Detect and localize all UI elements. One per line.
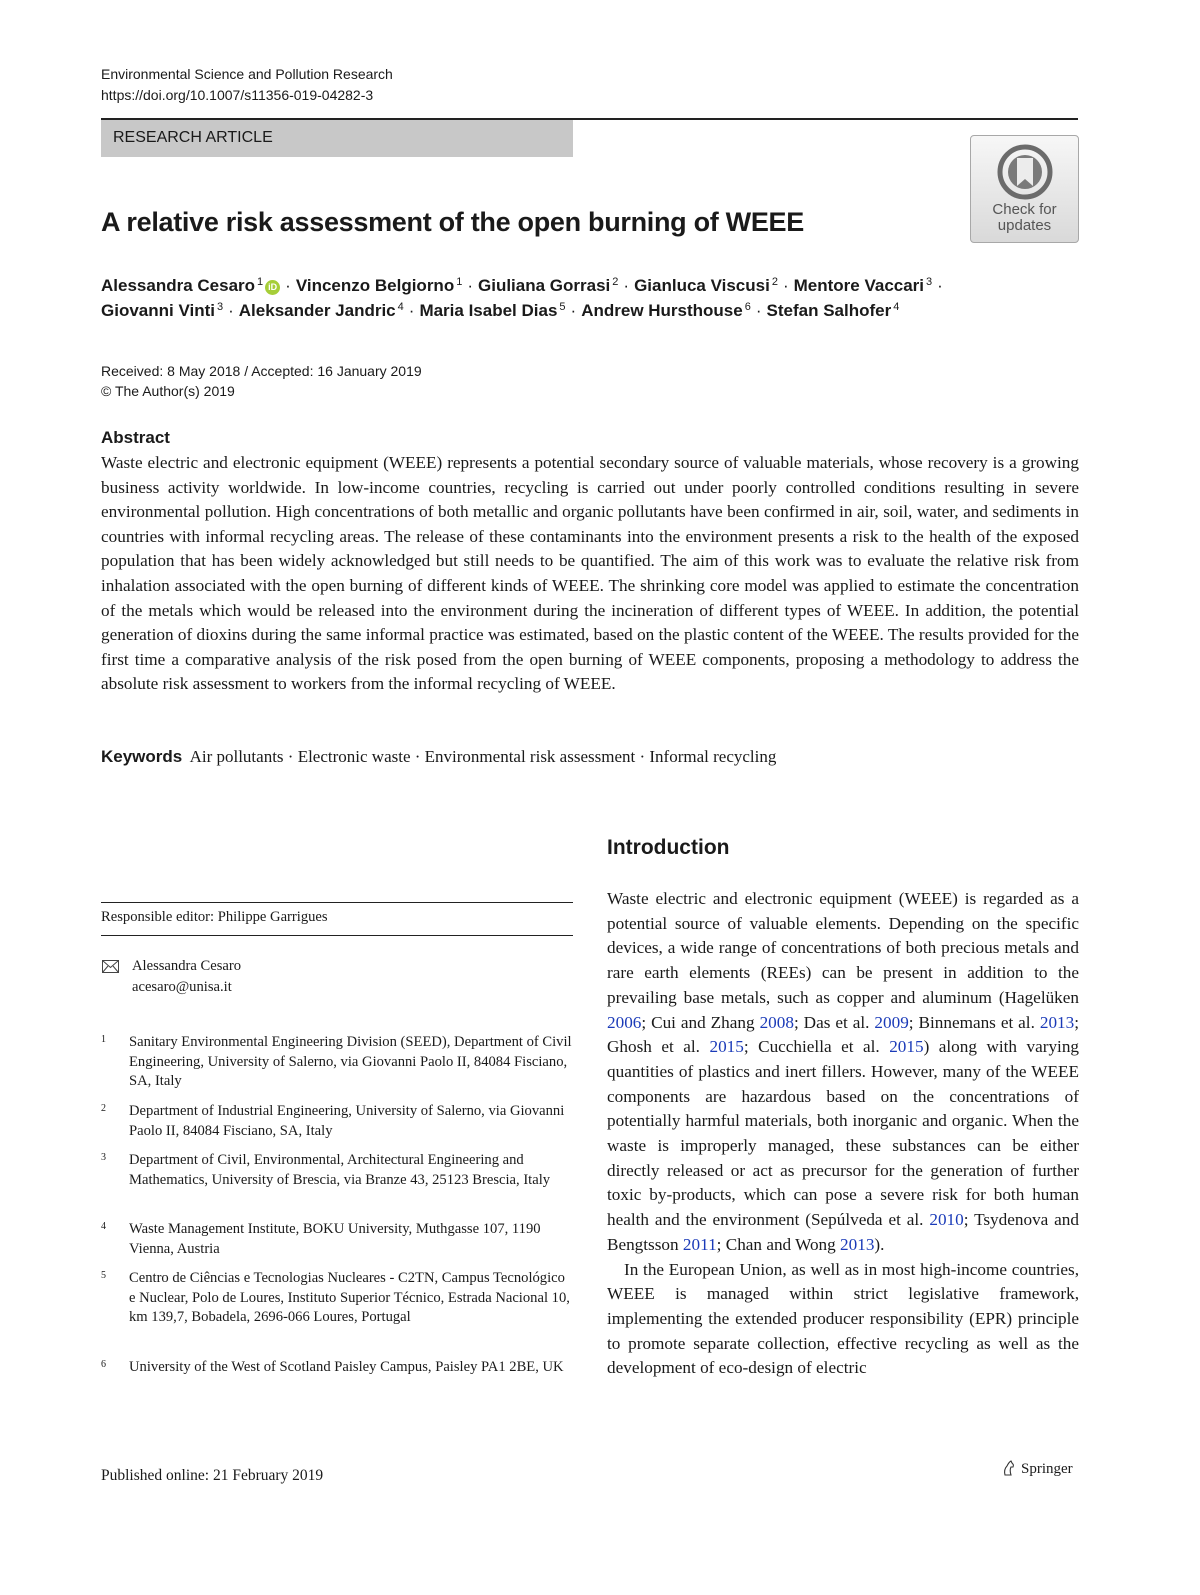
publisher-name: Springer xyxy=(1021,1461,1073,1477)
keywords xyxy=(101,747,776,767)
affiliation-number: 1 xyxy=(101,1034,106,1045)
received-accepted: Received: 8 May 2018 / Accepted: 16 January 2019 xyxy=(101,363,422,379)
check-for-updates-button[interactable] xyxy=(970,135,1079,243)
affiliation-number: 3 xyxy=(101,1152,106,1163)
author-name[interactable]: Andrew Hursthouse xyxy=(581,301,743,320)
citation-link[interactable]: 2010 xyxy=(929,1210,964,1230)
affiliation-item xyxy=(101,1151,573,1190)
footnote-rule xyxy=(101,935,573,936)
introduction-heading: Introduction xyxy=(607,836,730,859)
author-name[interactable]: Stefan Salhofer xyxy=(766,301,892,320)
affiliation-marker: 5 xyxy=(559,301,566,313)
affiliation-item xyxy=(101,1102,573,1141)
author-name[interactable]: Giuliana Gorrasi xyxy=(478,276,611,295)
citation-link[interactable]: 2013 xyxy=(840,1234,875,1254)
citation-link[interactable]: 2013 xyxy=(1039,1012,1075,1032)
corresponding-author xyxy=(132,956,241,998)
article-type-band xyxy=(101,120,573,157)
keywords-label: Keywords xyxy=(101,747,183,766)
affiliation-marker: 4 xyxy=(893,301,900,313)
author-list-line-2: Giovanni Vinti $^3$ · Aleksander Jandric $^4$ · Maria Isabel Dias $^5$ · Andrew Hursthouse $^6$ · Stefan Salhofer $^4$ xyxy=(101,301,900,320)
author-name[interactable]: Vincenzo Belgiorno xyxy=(295,276,455,295)
introduction-text xyxy=(607,887,1079,1381)
affiliation-marker: 2 xyxy=(771,276,778,288)
article-dates xyxy=(101,361,422,401)
author-name[interactable]: Mentore Vaccari xyxy=(793,276,925,295)
footnote-rule xyxy=(101,902,573,903)
article-type: RESEARCH ARTICLE xyxy=(113,129,273,146)
affiliation-text: Department of Industrial Engineering, University of Salerno, via Giovanni Paolo II, 84084 Fisciano, SA, Italy xyxy=(129,1103,565,1139)
citation-link[interactable]: 2015 xyxy=(889,1037,924,1057)
affiliation-text: Department of Civil, Environmental, Architectural Engineering and Mathematics, University of Brescia, via Branze 43, 25123 Brescia, Italy xyxy=(129,1152,551,1188)
affiliation-marker: 1 xyxy=(456,276,463,288)
author-name[interactable]: Gianluca Viscusi xyxy=(634,276,770,295)
bookmark-ribbon-icon xyxy=(997,144,1053,200)
affiliation-marker: 2 xyxy=(612,276,619,288)
affiliation-marker: 3 xyxy=(216,301,224,313)
introduction-paragraph: In the European Union, as well as in most high-income countries, WEEE is managed within strict legislative framework, implementing the extended producer responsibility (EPR) principle to promote separate collection, effective recycling as well as the development of eco-design of electric xyxy=(607,1259,1079,1378)
affiliation-number: 6 xyxy=(101,1359,106,1370)
affiliation-marker: 3 xyxy=(926,276,933,288)
affiliation-item xyxy=(101,1033,573,1092)
affiliation-marker: 4 xyxy=(397,301,404,313)
citation-link[interactable]: 2015 xyxy=(709,1037,744,1057)
author-name[interactable]: Aleksander Jandric xyxy=(238,301,396,320)
journal-header xyxy=(101,64,393,106)
affiliation-text: Centro de Ciências e Tecnologias Nucleares - C2TN, Campus Tecnológico e Nuclear, Polo de Loures, Instituto Superior Técnico, Estrada Nacional 10, km 139,7, Bobadela, 2696-066 Loures, Portugal xyxy=(129,1270,570,1326)
publisher-logo xyxy=(1001,1460,1073,1478)
affiliation-item xyxy=(101,1269,573,1328)
envelope-icon xyxy=(102,960,119,973)
citation-link[interactable]: 2011 xyxy=(682,1234,717,1254)
corresponding-name: Alessandra Cesaro xyxy=(132,958,242,974)
doi-link[interactable]: https://doi.org/10.1007/s11356-019-04282-3 xyxy=(101,87,374,103)
affiliation-marker: 6 xyxy=(744,301,751,313)
affiliation-text: Sanitary Environmental Engineering Division (SEED), Department of Civil Engineering, University of Salerno, via Giovanni Paolo II, 84084 Fisciano, SA, Italy xyxy=(129,1034,572,1090)
published-online: Published online: 21 February 2019 xyxy=(101,1467,324,1484)
citation-link[interactable]: 2006 xyxy=(607,1012,642,1032)
responsible-editor: Responsible editor: Philippe Garrigues xyxy=(101,909,328,925)
springer-horse-icon xyxy=(1001,1460,1017,1476)
affiliation-item xyxy=(101,1220,573,1259)
corresponding-email[interactable]: acesaro@unisa.it xyxy=(132,979,232,995)
abstract-text: Waste electric and electronic equipment (WEEE) represents a potential secondary source of valuable materials, whose recovery is a growing business activity worldwide. In low-income countries, recycling is carried out under poorly controlled conditions resulting in severe environmental pollution. High concentrations of both metallic and organic pollutants have been confirmed in air, soil, water, and sediments in countries with informal recycling areas. The release of these contaminants into the environment presents a risk to the health of the exposed population that has been widely acknowledged but still needs to be quantified. The aim of this work was to evaluate the relative risk from inhalation associated with the open burning of different kinds of WEEE. The shrinking core model was applied to estimate the concentration of the metals which would be released into the environment during the incineration of different types of WEEE. In addition, the potential generation of dioxins during the same informal practice was estimated, based on the plastic content of the WEEE. The results provided for the first time a comparative analysis of the risk posed from the open burning of WEEE components, proposing a methodology to address the absolute risk assessment to workers from the informal recycling of WEEE. xyxy=(101,453,1079,694)
affiliation-item xyxy=(101,1358,573,1378)
affiliation-number: 2 xyxy=(101,1103,106,1114)
copyright: © The Author(s) 2019 xyxy=(101,383,235,399)
author-name[interactable]: Giovanni Vinti xyxy=(101,301,215,320)
affiliation-number: 5 xyxy=(101,1270,106,1281)
author-name[interactable]: Maria Isabel Dias xyxy=(419,301,558,320)
affiliation-marker: 1 xyxy=(257,276,264,288)
citation-link[interactable]: 2009 xyxy=(874,1012,909,1032)
author-list-line-1: Alessandra Cesaro $^1$ iD · Vincenzo Belgiorno $^1$ · Giuliana Gorrasi $^2$ · Gianluca Viscusi $^2$ · Mentore Vaccari $^3$ · xyxy=(101,276,943,295)
affiliation-text: Waste Management Institute, BOKU University, Muthgasse 107, 1190 Vienna, Austria xyxy=(129,1221,541,1257)
citation-link[interactable]: 2008 xyxy=(759,1012,794,1032)
affiliation-text: University of the West of Scotland Paisley Campus, Paisley PA1 2BE, UK xyxy=(129,1359,564,1375)
abstract-heading: Abstract xyxy=(101,428,170,447)
journal-name: Environmental Science and Pollution Research xyxy=(101,66,393,82)
author-name[interactable]: Alessandra Cesaro xyxy=(101,276,256,295)
orcid-icon[interactable]: iD xyxy=(265,280,280,295)
introduction-paragraph: Waste electric and electronic equipment (WEEE) is regarded as a potential source of valuable elements. Depending on the specific devices, a wide range of concentrations of both precious metals and rare earth elements (REEs) can be present in addition to the prevailing base metals, such as copper and aluminum (Hagelüken 2006; Cui and Zhang 2008; Das et al. 2009; Binnemans et al. 2013; Ghosh et al. 2015; Cucchiella et al. 2015) along with varying quantities of plastics and inert fillers. However, many of the WEEE components are hazardous based on the concentrations of potentially harmful materials, both inorganic and organic. When the waste is improperly managed, these substances can be either directly released or act as precursor for the generation of further toxic by-products, which can pose a severe risk for both human health and the environment (Sepúlveda et al. 2010; Tsydenova and Bengtsson 2011; Chan and Wong 2013). xyxy=(607,889,1080,1254)
check-for-updates-label: Check for updates xyxy=(992,201,1057,234)
affiliation-number: 4 xyxy=(101,1221,106,1232)
article-title: A relative risk assessment of the open burning of WEEE xyxy=(101,207,804,237)
keywords-list: Air pollutants · Electronic waste · Environmental risk assessment · Informal recycling xyxy=(189,747,777,766)
